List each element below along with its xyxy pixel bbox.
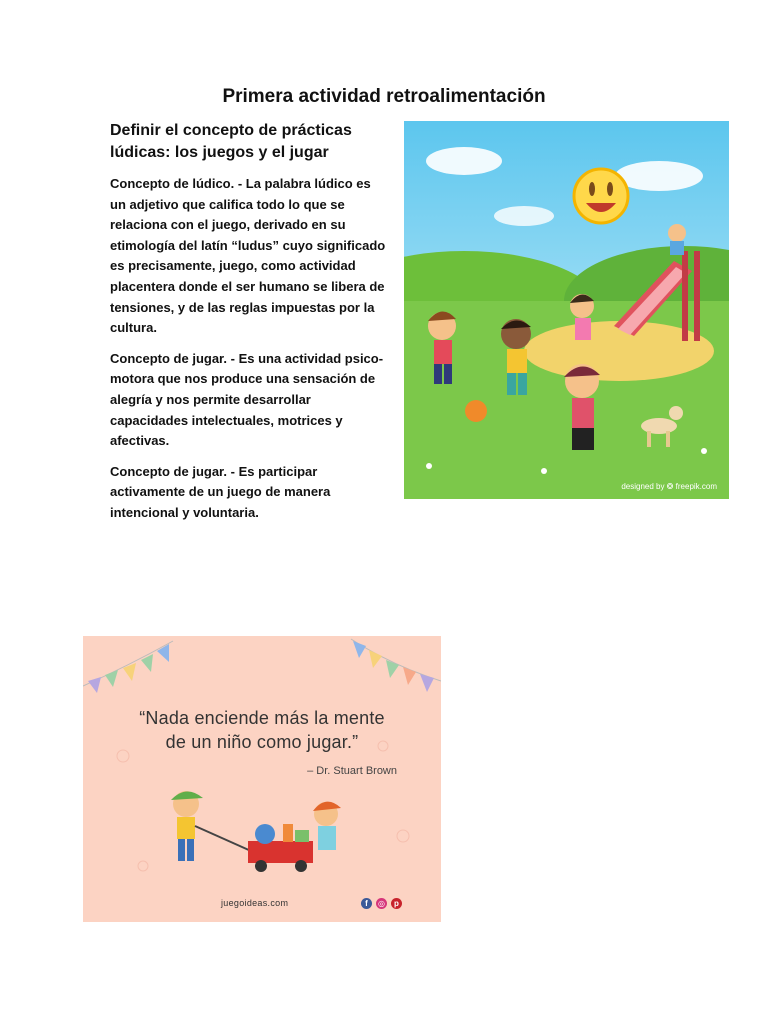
paragraph-jugar-2: Concepto de jugar. - Es participar activamente de un juego de manera intencional y voluntaria. — [110, 463, 331, 520]
site-label: juegoideas.com — [221, 898, 289, 908]
quote-line-2: de un niño como jugar.” — [165, 732, 359, 752]
page-title: Primera actividad retroalimentación — [222, 86, 546, 107]
instagram-icon: ◎ — [376, 898, 387, 909]
bunting-decoration-icon — [83, 636, 441, 922]
subheading: Definir el concepto de prácticas lúdicas: los juegos y el jugar — [110, 122, 352, 161]
quote-line-1: “Nada enciende más la mente — [139, 708, 385, 728]
playground-illustration — [404, 121, 729, 499]
quote-card — [83, 636, 441, 922]
freepik-watermark: designed by ❂ freepik.com — [621, 482, 717, 491]
quote-author: – Dr. Stuart Brown — [307, 765, 397, 777]
quote-text — [83, 706, 441, 754]
paragraph-jugar-1: Concepto de jugar. - Es una actividad psico-motora que nos produce una sensación de alegría y nos permite desarrollar capacidades intelectuales, motrices y afectivas. — [110, 350, 384, 449]
social-icons — [361, 898, 402, 909]
playground-scene-icon — [404, 121, 729, 499]
pinterest-icon: p — [391, 898, 402, 909]
facebook-icon: f — [361, 898, 372, 909]
text-column — [110, 120, 390, 534]
paragraph-ludico: Concepto de lúdico. - La palabra lúdico es un adjetivo que califica todo lo que se relaciona con el juego, derivado en su etimología del latín “ludus” cuyo significado es precisamente, juego, como actividad placentera donde el ser humano se libera de tensiones, y de las reglas impuestas por la cultura. — [110, 176, 386, 336]
